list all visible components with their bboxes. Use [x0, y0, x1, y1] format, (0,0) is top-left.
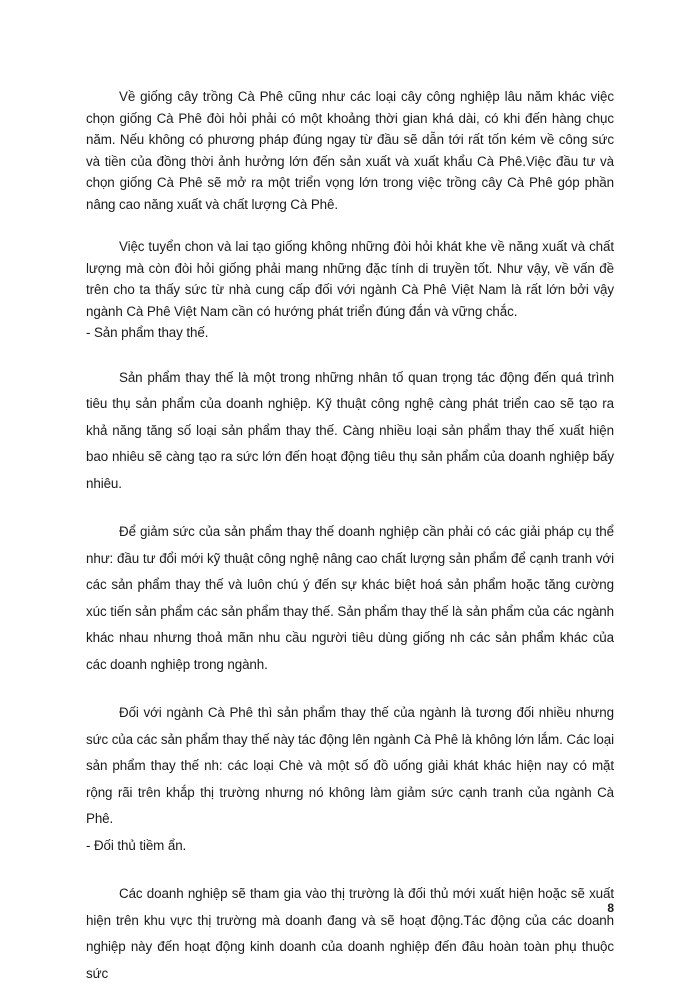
paragraph-1: [86, 86, 614, 215]
page-body: [86, 86, 614, 987]
paragraph-6: [86, 881, 614, 987]
subheading-potential-competitors: - Đối thủ tiềm ẩn.: [86, 837, 187, 853]
paragraph-4-text: Để giảm sức của sản phẩm thay thế doanh nghiệp cần phải có các giải pháp cụ thể như: đầu tư đổi mới kỹ thuật công nghệ nâng cao chất lượng sản phẩm để cạnh tranh với các sản phẩm thay thế và luôn chú ý đến sự khác biệt hoá sản phẩm hoặc tăng cường xúc tiến sản phẩm các sản phẩm thay thế. Sản phẩm thay thế là sản phẩm của các ngành khác nhau nhưng thoả mãn nhu cầu người tiêu dùng giống nh các sản phẩm khác của các doanh nghiệp trong ngành.: [86, 524, 614, 672]
paragraph-5-text: Đối với ngành Cà Phê thì sản phẩm thay thế của ngành là tương đối nhiều nhưng sức của các sản phẩm thay thế này tác động lên ngành Cà Phê là không lớn lắm. Các loại sản phẩm thay thế nh: các loại Chè và một số đồ uống giải khát khác hiện nay có mặt rộng rãi trên khắp thị trường nhưng nó không làm giảm sức cạnh tranh của ngành Cà Phê.: [86, 705, 614, 826]
paragraph-2: [86, 236, 614, 344]
paragraph-6-text: Các doanh nghiệp sẽ tham gia vào thị trường là đối thủ mới xuất hiện hoặc sẽ xuất hiện trên khu vực thị trường mà doanh đang và sẽ hoạt động.Tác động của các doanh nghiệp này đến hoạt động kinh doanh của doanh nghiệp đến đâu hoàn toàn phụ thuộc sức: [86, 886, 614, 981]
paragraph-2-text: Việc tuyển chon và lai tạo giống không những đòi hỏi khát khe về năng xuất và chất lượng mà còn đòi hỏi giống phải mang những đặc tính di truyền tốt. Như vậy, về vấn đề trên cho ta thấy sức từ nhà cung cấp đối với ngành Cà Phê Việt Nam là rất lớn bởi vậy ngành Cà Phê Việt Nam cần có hướng phát triển đúng đắn và vững chắc.: [86, 239, 614, 319]
paragraph-5: [86, 700, 614, 859]
subheading-substitute-products: - Sản phẩm thay thế.: [86, 325, 209, 340]
paragraph-4: [86, 519, 614, 678]
page-number: 8: [607, 901, 614, 915]
paragraph-3: [86, 365, 614, 498]
paragraph-3-text: Sản phẩm thay thế là một trong những nhân tố quan trọng tác động đến quá trình tiêu thụ sản phẩm của doanh nghiệp. Kỹ thuật công nghệ càng phát triển cao sẽ tạo ra khả năng tăng số loại sản phẩm thay thế. Càng nhiều loại sản phẩm thay thế xuất hiện bao nhiêu sẽ càng tạo ra sức lớn đến hoạt động tiêu thụ sản phẩm của doanh nghiệp bấy nhiêu.: [86, 369, 614, 491]
paragraph-1-text: Về giống cây trồng Cà Phê cũng như các loại cây công nghiệp lâu năm khác việc chọn giống Cà Phê đòi hỏi phải có một khoảng thời gian khá dài, có khi đến hàng chục năm. Nếu không có phương pháp đúng ngay từ đầu sẽ dẫn tới rất tốn kém về công sức và tiền của đồng thời ảnh hưởng lớn đến sản xuất và xuất khẩu Cà Phê.Việc đầu tư và chọn giống Cà Phê sẽ mở ra một triển vọng lớn trong việc trồng cây Cà Phê góp phần nâng cao năng xuất và chất lượng Cà Phê.: [86, 89, 614, 212]
